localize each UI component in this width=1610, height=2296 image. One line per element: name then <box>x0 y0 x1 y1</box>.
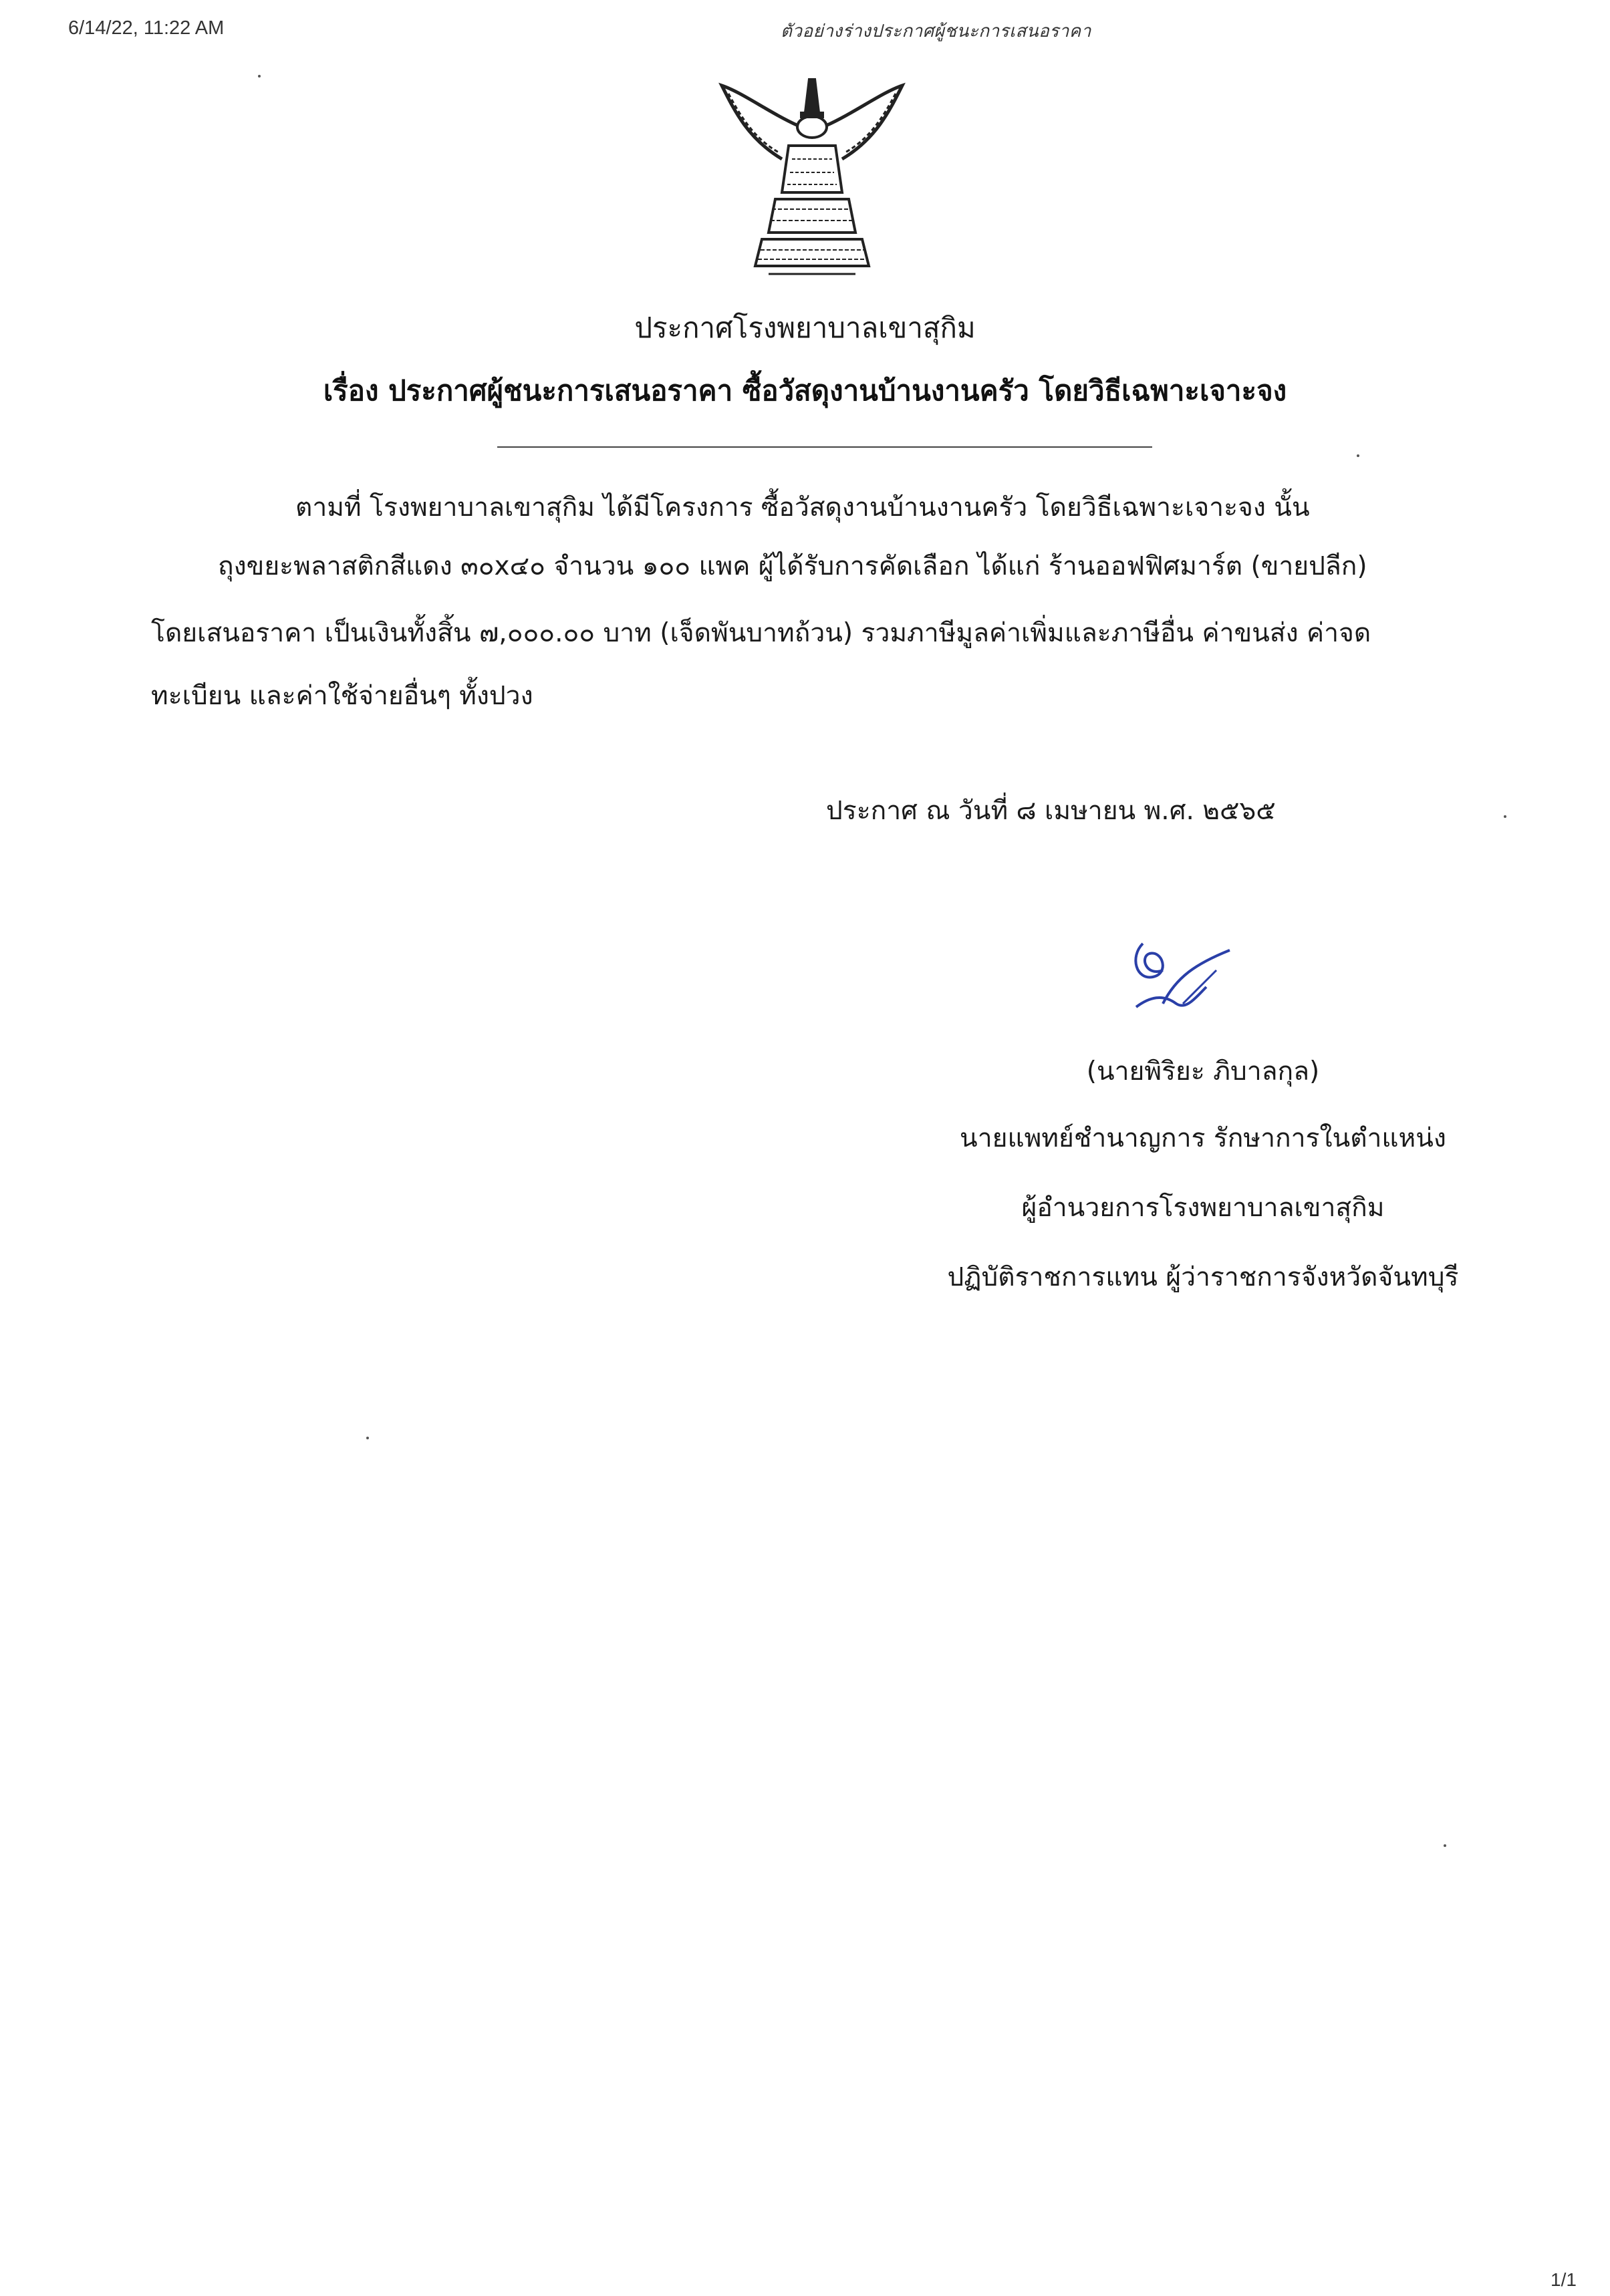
handwritten-signature <box>1123 930 1243 1024</box>
scan-speck <box>1504 815 1506 818</box>
body-line: ถุงขยะพลาสติกสีแดง ๓๐x๔๐ จำนวน ๑๐๐ แพค ผู้ได้รับการคัดเลือก ได้แก่ ร้านออฟฟิศมาร์ต (ขายปลีก) <box>218 551 1367 581</box>
signatory-position: ปฏิบัติราชการแทน ผู้ว่าราชการจังหวัดจันทบุรี <box>947 1262 1459 1292</box>
scan-speck <box>258 75 261 78</box>
garuda-emblem-icon <box>708 65 916 286</box>
scan-speck <box>1444 1844 1446 1847</box>
body-line: ทะเบียน และค่าใช้จ่ายอื่นๆ ทั้งปวง <box>151 681 533 711</box>
title-divider <box>497 446 1152 448</box>
document-title: ประกาศโรงพยาบาลเขาสุกิม <box>634 311 976 344</box>
body-line: ตามที่ โรงพยาบาลเขาสุกิม ได้มีโครงการ ซื้อวัสดุงานบ้านงานครัว โดยวิธีเฉพาะเจาะจง นั้น <box>295 492 1310 523</box>
signatory-position: นายแพทย์ชำนาญการ รักษาการในตำแหน่ง <box>960 1123 1446 1153</box>
body-line: โดยเสนอราคา เป็นเงินทั้งสิ้น ๗,๐๐๐.๐๐ บาท (เจ็ดพันบาทถ้วน) รวมภาษีมูลค่าเพิ่มและภาษีอื่น ค่าขนส่ง ค่าจด <box>151 618 1371 648</box>
scan-speck <box>366 1437 369 1439</box>
print-timestamp: 6/14/22, 11:22 AM <box>68 17 225 39</box>
signatory-name: (นายพิริยะ ภิบาลกุล) <box>1086 1056 1320 1087</box>
print-document-label: ตัวอย่างร่างประกาศผู้ชนะการเสนอราคา <box>781 21 1091 41</box>
page-number: 1/1 <box>1551 2269 1577 2290</box>
signatory-position: ผู้อำนวยการโรงพยาบาลเขาสุกิม <box>1021 1193 1385 1223</box>
announcement-date: ประกาศ ณ วันที่ ๘ เมษายน พ.ศ. ๒๕๖๕ <box>826 796 1276 826</box>
scan-speck <box>1357 454 1359 457</box>
document-subject: เรื่อง ประกาศผู้ชนะการเสนอราคา ซื้อวัสดุงานบ้านงานครัว โดยวิธีเฉพาะเจาะจง <box>323 374 1287 407</box>
